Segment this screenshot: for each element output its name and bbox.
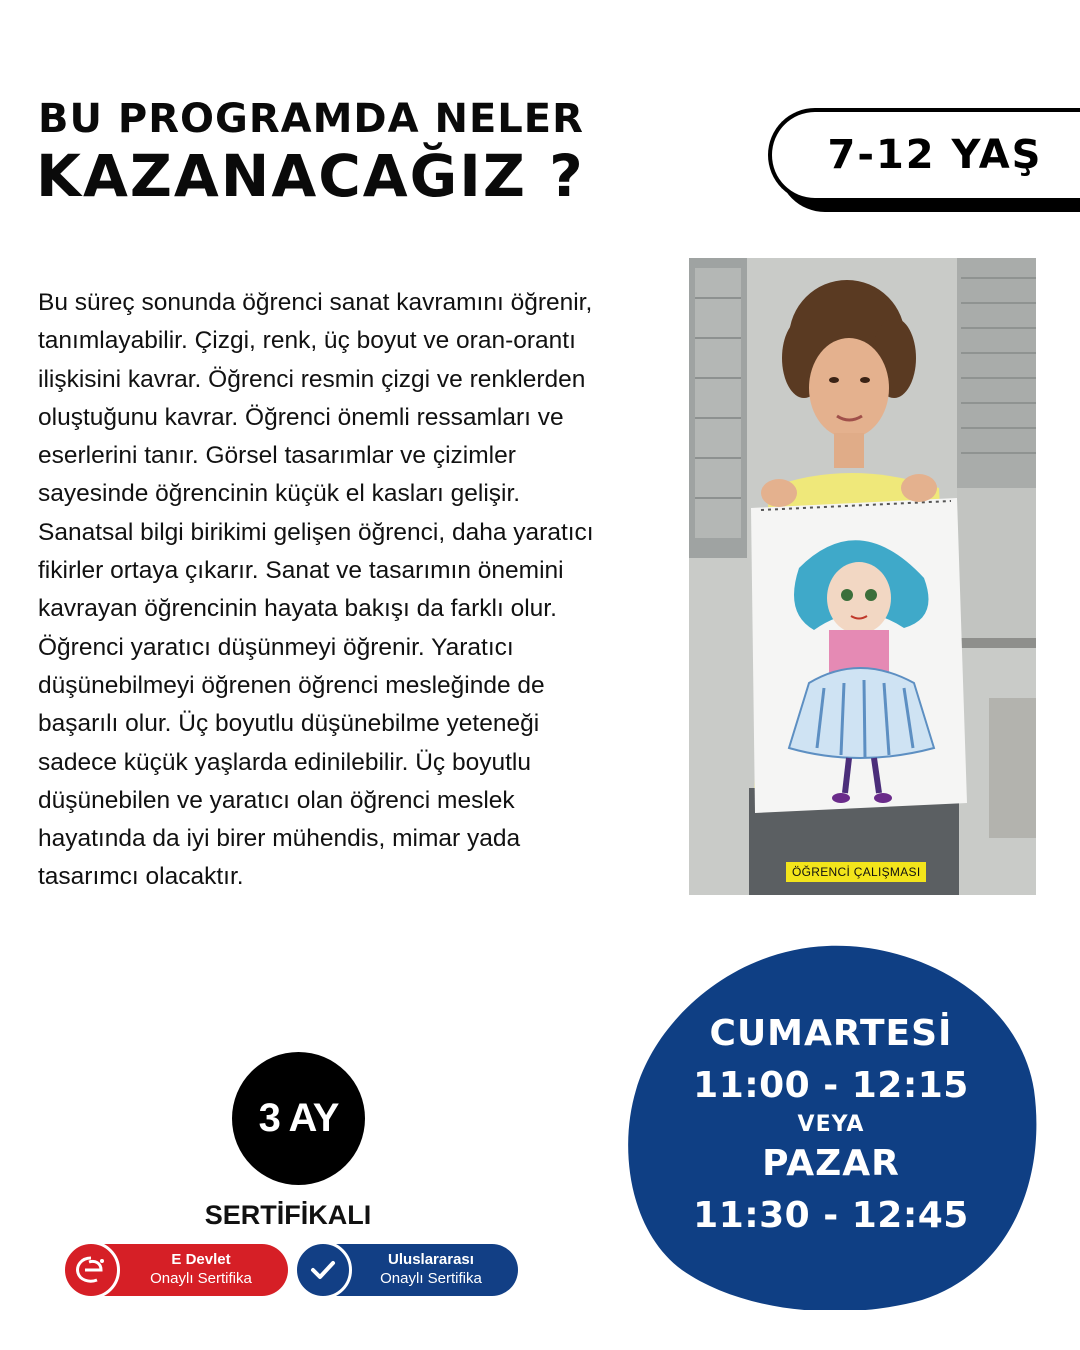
- edevlet-badge-title: E Devlet: [171, 1251, 231, 1268]
- schedule-time-1: 11:00 - 12:15: [693, 1065, 969, 1106]
- schedule-or: VEYA: [797, 1112, 865, 1137]
- schedule-day-1: CUMARTESİ: [709, 1013, 953, 1054]
- international-badge-title: Uluslararası: [388, 1251, 474, 1268]
- schedule-time-2: 11:30 - 12:45: [693, 1195, 969, 1236]
- duration-label: 3 AY: [258, 1096, 339, 1140]
- e-devlet-logo-icon: [62, 1241, 120, 1299]
- international-certificate-badge: [296, 1244, 518, 1296]
- schedule-text: [622, 1008, 1040, 1242]
- duration-badge: [232, 1052, 365, 1185]
- edevlet-badge-subtitle: Onaylı Sertifika: [150, 1270, 252, 1287]
- student-work-photo: [689, 258, 1036, 895]
- photo-caption: ÖĞRENCİ ÇALIŞMASI: [786, 862, 926, 882]
- title-line-1: BU PROGRAMDA NELER: [38, 96, 584, 142]
- title-line-2: KAZANACAĞIZ ?: [36, 142, 585, 210]
- student-photo-illustration: [689, 258, 1036, 895]
- program-description: Bu süreç sonunda öğrenci sanat kavramını öğrenir, tanımlayabilir. Çizgi, renk, üç boyut ve oran-orantı ilişkisini kavrar. Öğrenci resmin çizgi ve renklerden oluştuğunu kavrar. Öğrenci önemli ressamları ve eserlerini tanır. Görsel tasarımlar ve çizimler sayesinde öğrencinin küçük el kasları gelişir. Sanatsal bilgi birikimi gelişen öğrenci, daha yaratıcı fikirler ortaya çıkarır. Sanat ve tasarımın önemini kavrayan öğrencinin hayata bakışı da farklı olur. Öğrenci yaratıcı düşünmeyi öğrenir. Yaratıcı düşünebilmeyi öğrenen öğrenci mesleğinde de başarılı olur. Üç boyutlu düşünebilme yeteneği sadece küçük yaşlarda edinilebilir. Üç boyutlu düşünebilen ve yaratıcı olan öğrenci meslek hayatında da iyi birer mühendis, mimar yada tasarımcı olacaktır.: [38, 289, 594, 891]
- age-badge: [768, 108, 1080, 202]
- certificate-label: SERTİFİKALI: [204, 1200, 372, 1230]
- schedule-day-2: PAZAR: [762, 1143, 900, 1184]
- age-badge-label: 7-12 YAŞ: [827, 132, 1043, 178]
- edevlet-certificate-badge: [66, 1244, 288, 1296]
- checkmark-icon: [294, 1241, 352, 1299]
- international-badge-subtitle: Onaylı Sertifika: [380, 1270, 482, 1287]
